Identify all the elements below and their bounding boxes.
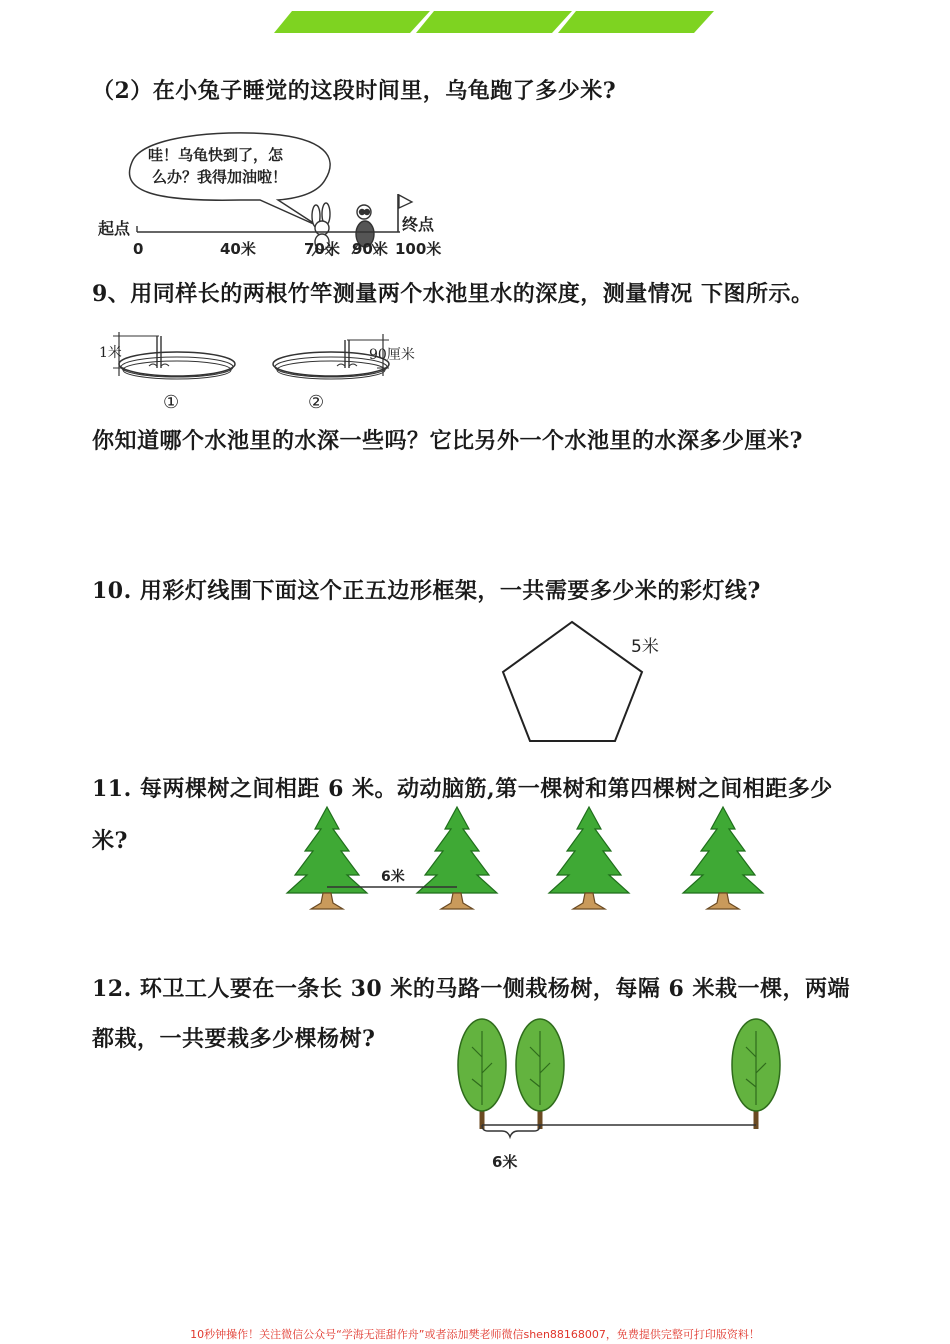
end-label: 终点 xyxy=(402,215,435,234)
pine-tree-2 xyxy=(417,807,497,909)
question-9: 9、用同样长的两根竹竿测量两个水池里水的深度，测量情况 下图所示。 xyxy=(92,281,814,307)
header-stripe xyxy=(274,11,430,33)
pine-trees-diagram xyxy=(285,805,785,915)
question-11-line-2: 米? xyxy=(92,828,128,854)
gap-brace xyxy=(482,1125,540,1137)
pool-2-measure-label: 90厘米 xyxy=(369,347,415,363)
question-12-line-1: 12. 环卫工人要在一条长 30 米的马路一侧栽杨树，每隔 6 米栽一棵，两端 xyxy=(92,976,850,1002)
tree-gap-label: 6米 xyxy=(381,869,405,885)
road-gap-label: 6米 xyxy=(492,1153,518,1171)
question-8-part-2: （2）在小兔子睡觉的这段时间里，乌龟跑了多少米? xyxy=(92,78,617,104)
tick-label-70: 70米 xyxy=(304,240,340,258)
question-12-line-2: 都栽，一共要栽多少棵杨树? xyxy=(92,1026,376,1052)
race-diagram xyxy=(90,130,460,265)
pine-tree-4 xyxy=(683,807,763,909)
pool-2-label: ② xyxy=(308,392,325,413)
tick-label-0: 0 xyxy=(133,240,144,258)
tick-label-40: 40米 xyxy=(220,240,256,258)
pentagon-side-label: 5米 xyxy=(631,637,659,657)
bubble-line-2: 么办？我得加油啦！ xyxy=(152,168,288,186)
pentagon-diagram xyxy=(495,615,675,750)
poplar-tree-3 xyxy=(732,1019,780,1129)
question-11-line-1: 11. 每两棵树之间相距 6 米。动动脑筋,第一棵树和第四棵树之间相距多少 xyxy=(92,776,833,802)
header-stripe xyxy=(558,11,714,33)
question-10: 10. 用彩灯线围下面这个正五边形框架，一共需要多少米的彩灯线? xyxy=(92,578,761,604)
pool-1-measure-label: 1米 xyxy=(99,345,122,361)
question-9-ask: 你知道哪个水池里的水深一些吗？它比另外一个水池里的水深多少厘米? xyxy=(92,428,803,454)
bubble-line-1: 哇！乌龟快到了，怎 xyxy=(148,146,284,164)
pine-tree-1 xyxy=(287,807,367,909)
tick-label-100: 100米 xyxy=(395,240,442,258)
pool-diagram xyxy=(95,320,455,415)
poplar-trees-diagram xyxy=(450,1015,790,1175)
header-stripes xyxy=(270,8,720,36)
poplar-tree-2 xyxy=(516,1019,564,1129)
pool-1-label: ① xyxy=(163,392,180,413)
pentagon xyxy=(503,622,642,741)
footer-notice: 10秒钟操作！关注微信公众号“学海无涯甜作舟”或者添加樊老师微信shen88168007，免费提供完整可打印版资料！ xyxy=(190,1328,760,1341)
start-label: 起点 xyxy=(98,219,131,238)
pool-1 xyxy=(119,336,235,379)
pine-tree-3 xyxy=(549,807,629,909)
poplar-tree-1 xyxy=(458,1019,506,1129)
header-stripe xyxy=(416,11,572,33)
tick-label-90: 90米 xyxy=(352,240,388,258)
